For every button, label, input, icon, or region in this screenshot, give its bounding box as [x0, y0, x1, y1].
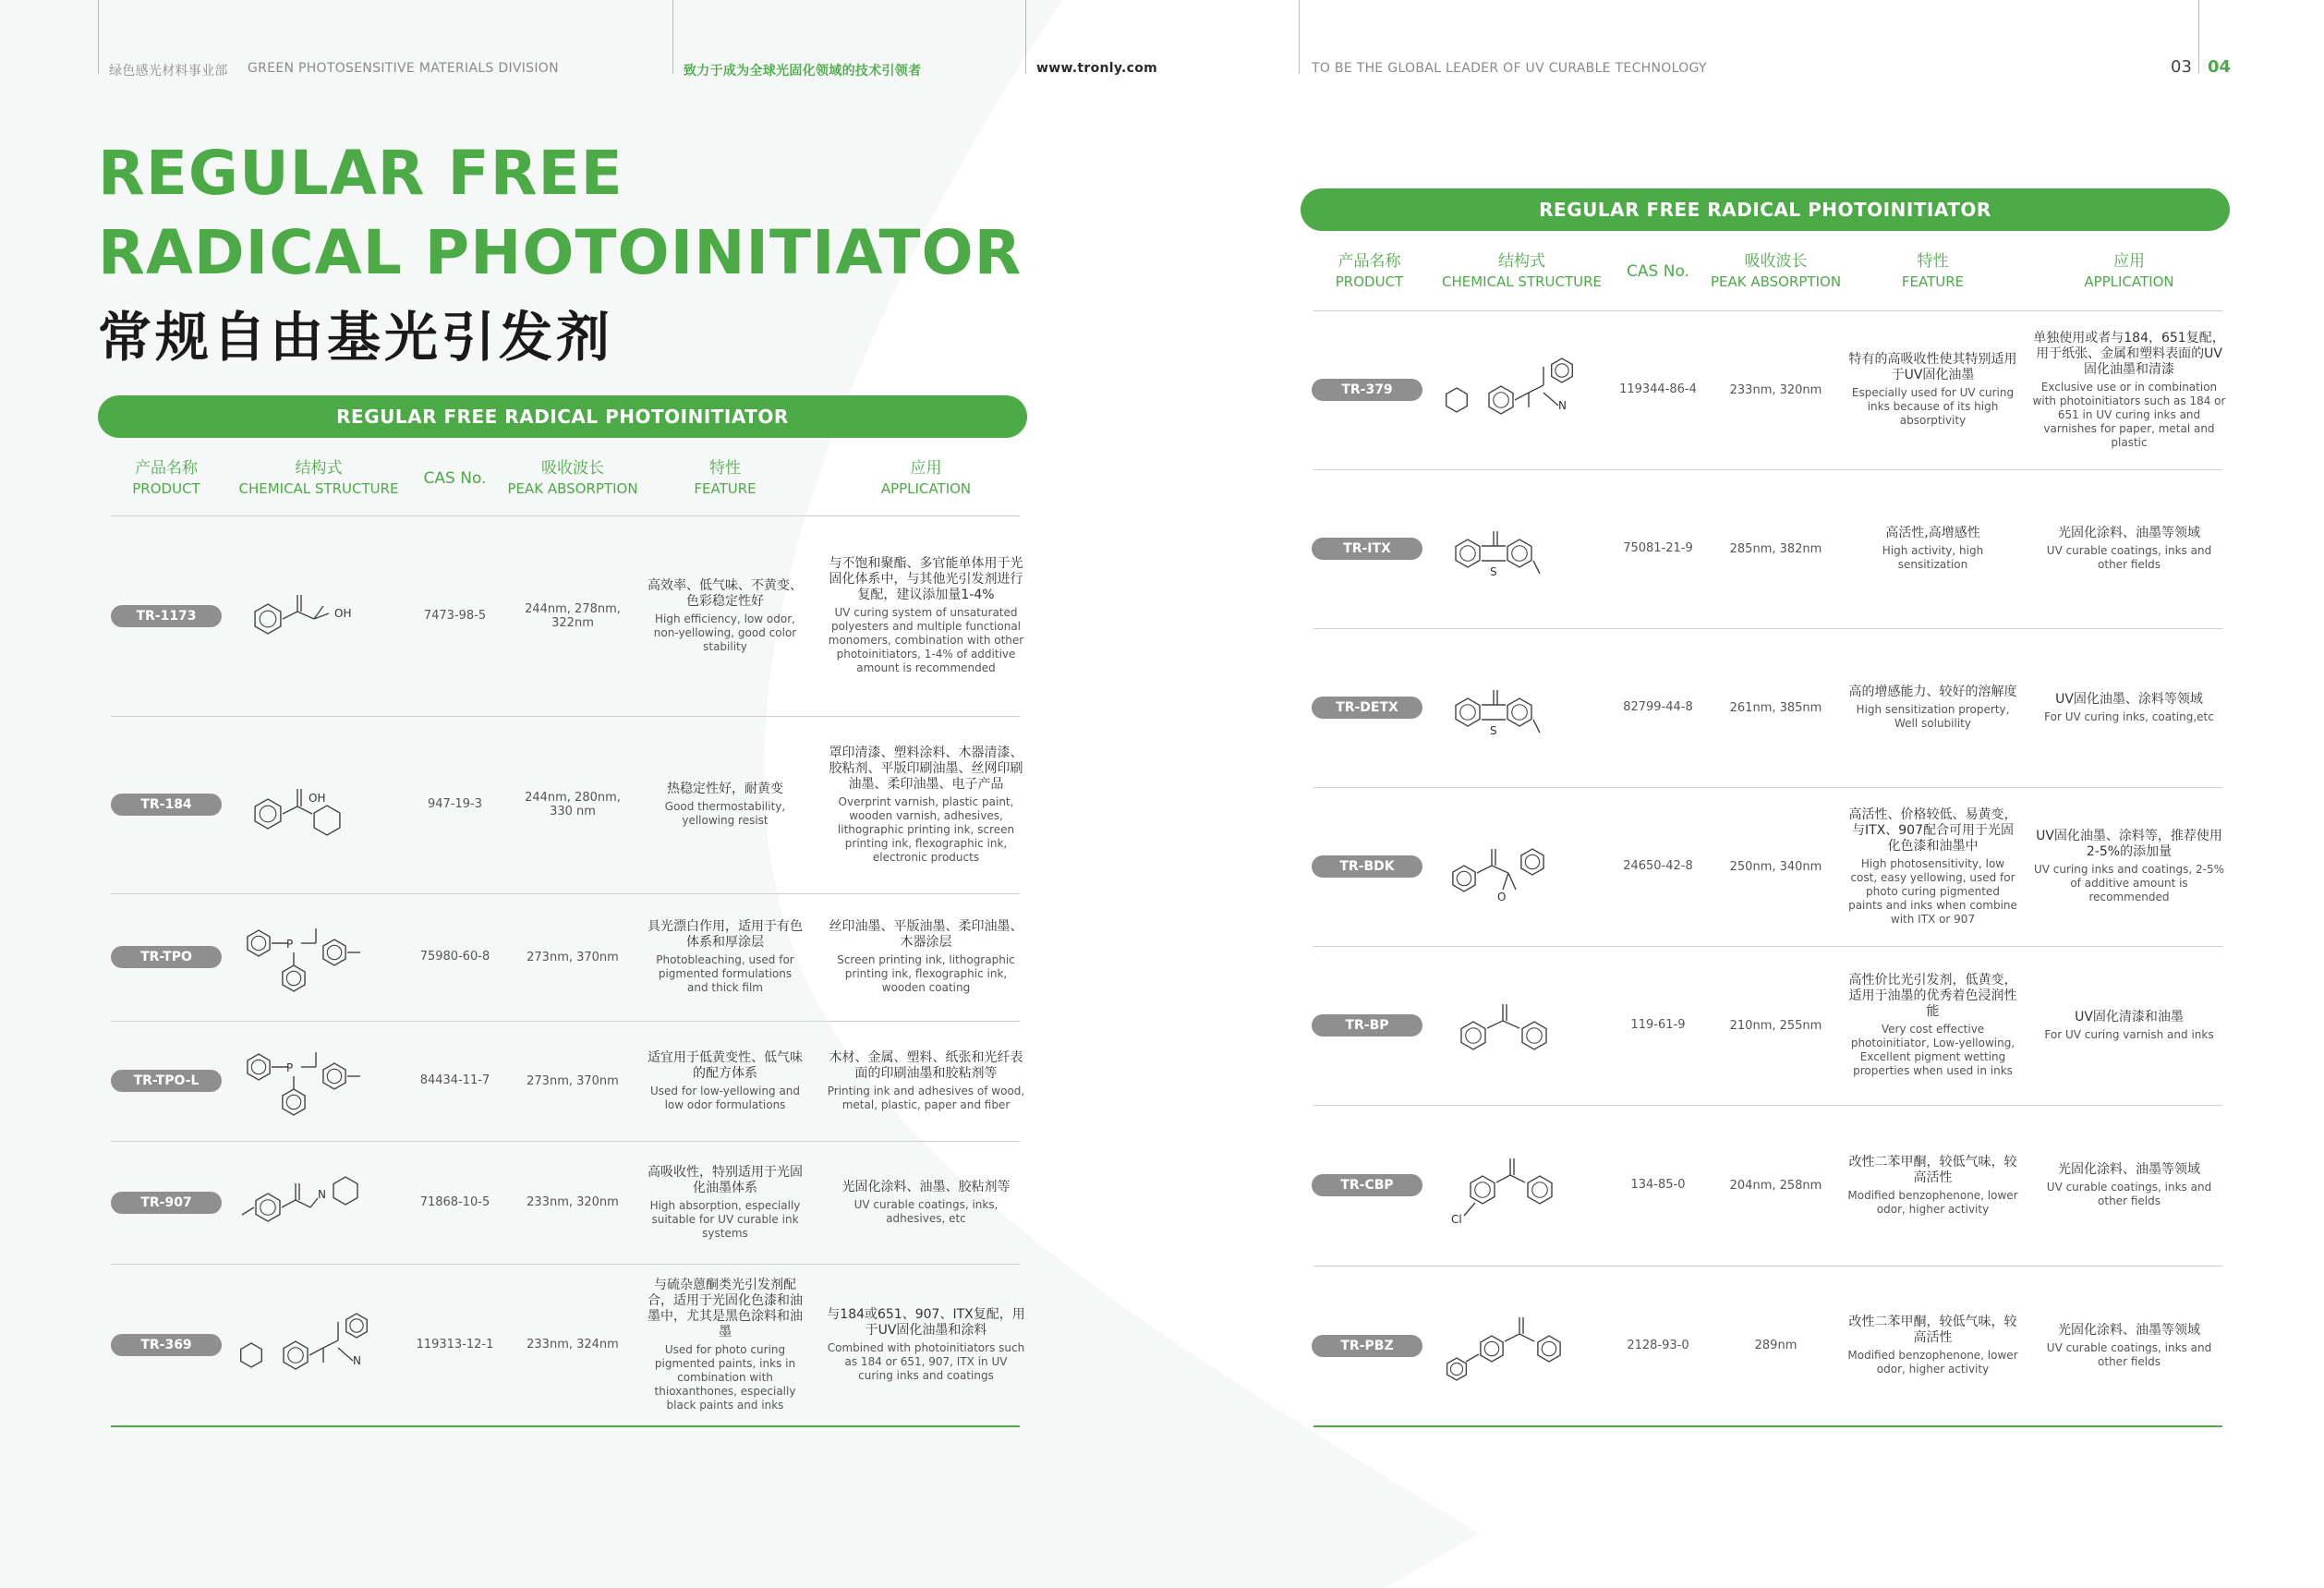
peak-absorption: 289nm	[1754, 1339, 1797, 1352]
peak-absorption: 244nm, 280nm, 330 nm	[525, 791, 621, 818]
col-header-feature	[628, 458, 822, 499]
col-header-en: PEAK ABSORPTION	[507, 480, 638, 497]
application-cell	[827, 746, 1025, 865]
col-header-cn: 特性	[1917, 252, 1949, 271]
slogan-cn: 致力于成为全球光固化领域的技术引领者	[684, 64, 922, 79]
feature-cell	[647, 1165, 804, 1241]
atom-label: P	[286, 938, 294, 951]
application-cn: 木材、金属、塑料、纸张和光纤表面的印刷油墨和胶粘剂等	[829, 1049, 1023, 1081]
col-header-en: APPLICATION	[2084, 273, 2174, 290]
product-badge: TR-ITX	[1312, 538, 1422, 560]
application-en: UV curable coatings, inks, adhesives, etc	[853, 1197, 999, 1225]
row-divider	[111, 716, 1020, 717]
application-en: UV curing system of unsaturated polyesters and multiple functional monomers, combination with other photoinitiators, 1-4% of additive amount is recommended	[828, 606, 1024, 674]
product-badge: TR-907	[111, 1192, 222, 1214]
peak-absorption: 273nm, 370nm	[527, 950, 619, 964]
cas-number: 134-85-0	[1630, 1178, 1686, 1192]
peak-absorption: 250nm, 340nm	[1729, 859, 1822, 874]
feature-cell	[1847, 352, 2018, 428]
application-cell	[827, 556, 1025, 675]
application-cell	[827, 1050, 1025, 1112]
atom-label: S	[1490, 565, 1497, 578]
page-number-right: 04	[2208, 57, 2232, 77]
application-cell	[827, 919, 1025, 995]
slogan-en: TO BE THE GLOBAL LEADER OF UV CURABLE TECHNOLOGY	[1312, 61, 1707, 76]
chemical-structure-drawing	[1436, 825, 1621, 908]
chemical-structure-drawing	[1436, 666, 1621, 749]
application-cell	[2032, 1162, 2226, 1208]
col-header-cn: CAS No.	[1627, 262, 1689, 281]
chemical-structure	[231, 1303, 416, 1387]
chemical-structure	[231, 575, 416, 658]
feature-cell	[647, 1278, 804, 1412]
row-divider	[111, 1141, 1020, 1142]
website-link[interactable]: www.tronly.com	[1036, 61, 1158, 76]
atom-label: P	[286, 1061, 294, 1074]
atom-label: O	[1497, 891, 1507, 903]
feature-en: Especially used for UV curing inks because of its high absorptivity	[1851, 386, 2015, 427]
peak-absorption: 210nm, 255nm	[1729, 1018, 1822, 1033]
feature-cn: 高吸收性，特别适用于光固化油墨体系	[648, 1164, 803, 1195]
chemical-structure	[231, 1039, 416, 1122]
product-badge: TR-PBZ	[1312, 1335, 1422, 1357]
row-divider	[1313, 946, 2222, 947]
col-header-application	[808, 458, 1044, 499]
atom-label: N	[318, 1187, 326, 1201]
feature-cn: 热稳定性好，耐黄变	[667, 782, 783, 796]
row-divider	[1313, 469, 2222, 470]
application-cn: UV固化清漆和油墨	[2075, 1009, 2184, 1024]
cas-number: 2128-93-0	[1627, 1338, 1689, 1352]
col-header-cn: 结构式	[295, 459, 343, 478]
feature-cell	[647, 782, 804, 828]
chemical-structure-drawing	[1436, 348, 1621, 431]
col-header-cn: 吸收波长	[541, 459, 604, 478]
application-cn: 丝印油墨、平版油墨、柔印油墨、木器涂层	[829, 919, 1023, 950]
application-cell	[827, 1180, 1025, 1226]
application-en: UV curable coatings, inks and other fields	[2046, 544, 2212, 571]
cas-number: 119344-86-4	[1619, 382, 1697, 396]
atom-label: S	[1490, 724, 1497, 737]
application-en: UV curing inks and coatings, 2-5% of additive amount is recommended	[2033, 863, 2225, 903]
col-header-en: CHEMICAL STRUCTURE	[1441, 273, 1603, 290]
col-header-cn: 产品名称	[1338, 252, 1401, 271]
feature-cell	[647, 1050, 804, 1112]
col-header-cn: 产品名称	[135, 459, 198, 478]
chemical-structure-drawing	[231, 575, 416, 658]
table-banner-right: REGULAR FREE RADICAL PHOTOINITIATOR	[1301, 188, 2230, 231]
col-header-en: APPLICATION	[880, 480, 972, 497]
peak-absorption: 233nm, 320nm	[527, 1195, 619, 1209]
peak-absorption: 244nm, 278nm, 322nm	[525, 601, 621, 630]
chemical-structure	[1436, 666, 1621, 749]
col-header-cn: CAS No.	[423, 469, 487, 488]
cas-number: 947-19-3	[427, 797, 482, 811]
atom-label: N	[353, 1353, 361, 1367]
chemical-structure	[1436, 825, 1621, 908]
chemical-structure-drawing	[1436, 507, 1621, 590]
row-divider	[1313, 1425, 2222, 1427]
product-badge: TR-BDK	[1312, 855, 1422, 878]
feature-en: High activity, high sensitization	[1882, 544, 1984, 571]
chemical-structure	[231, 915, 416, 999]
product-badge: TR-BP	[1312, 1014, 1422, 1036]
row-divider	[111, 893, 1020, 894]
product-badge: TR-TPO	[111, 946, 222, 968]
product-badge: TR-379	[1312, 379, 1422, 401]
product-badge: TR-369	[111, 1334, 222, 1356]
cas-number: 24650-42-8	[1623, 859, 1693, 873]
header-divider	[1299, 0, 1300, 74]
chemical-structure-drawing	[231, 763, 416, 846]
cas-number: 75081-21-9	[1623, 541, 1693, 555]
application-cell	[2032, 692, 2226, 724]
feature-cn: 高活性、价格较低、易黄变，与ITX、907配合可用于光固化色漆和油墨中	[1848, 806, 2017, 854]
application-en: Combined with photoinitiators such as 184 or 651, 907, ITX in UV curing inks and coatings	[827, 1340, 1025, 1382]
cas-number: 75980-60-8	[419, 950, 490, 964]
col-header-application	[2014, 251, 2245, 292]
col-header-cn: 应用	[2113, 252, 2145, 271]
application-en: Exclusive use or in combination with photoinitiators such as 184 or 651 in UV curing inks and varnishes for paper, metal and plastic	[2032, 380, 2226, 449]
application-cell	[2032, 1010, 2226, 1042]
header-divider	[1025, 0, 1026, 74]
cas-number: 7473-98-5	[423, 608, 487, 623]
col-header-cn: 特性	[709, 459, 741, 478]
feature-en: High absorption, especially suitable for UV curable ink systems	[649, 1198, 801, 1240]
row-divider	[1313, 310, 2222, 311]
application-cell	[2032, 526, 2226, 572]
peak-absorption: 233nm, 320nm	[1729, 382, 1822, 397]
feature-cn: 高的增感能力、较好的溶解度	[1848, 685, 2017, 699]
feature-en: High efficiency, low odor, non-yellowing, good color stability	[653, 612, 797, 653]
col-header-en: FEATURE	[1901, 273, 1965, 290]
row-divider	[111, 515, 1020, 516]
chemical-structure	[1436, 507, 1621, 590]
col-header-en: PRODUCT	[1335, 273, 1404, 290]
peak-absorption: 204nm, 258nm	[1729, 1178, 1822, 1193]
division-label-cn: 绿色感光材料事业部	[109, 64, 228, 79]
chemical-structure-drawing	[1436, 1144, 1621, 1227]
cas-number: 119313-12-1	[416, 1337, 494, 1352]
row-divider	[111, 1425, 1020, 1427]
feature-cell	[647, 919, 804, 995]
row-divider	[1313, 628, 2222, 629]
application-en: UV curable coatings, inks and other fields	[2046, 1340, 2212, 1368]
header-divider	[98, 0, 99, 74]
col-header-en: PEAK ABSORPTION	[1710, 273, 1842, 290]
chemical-structure-drawing	[1436, 1304, 1621, 1388]
feature-cell	[1847, 1315, 2018, 1376]
col-header-en: PRODUCT	[132, 480, 200, 497]
chemical-structure	[231, 763, 416, 846]
cas-number: 84434-11-7	[419, 1073, 490, 1087]
title-line-1: REGULAR FREE	[98, 138, 623, 209]
feature-cell	[1847, 807, 2018, 927]
feature-cell	[1847, 973, 2018, 1078]
cas-number: 71868-10-5	[419, 1194, 490, 1209]
atom-label: OH	[309, 792, 326, 805]
feature-en: High sensitization property, Well solubility	[1856, 703, 2010, 730]
product-badge: TR-DETX	[1312, 697, 1422, 719]
chemical-structure-drawing	[231, 915, 416, 999]
feature-cn: 改性二苯甲酮，较低气味，较高活性	[1848, 1315, 2017, 1345]
feature-cn: 高效率、低气味、不黄变、色彩稳定性好	[648, 577, 803, 609]
application-cn: 单独使用或者与184，651复配，用于纸张、金属和塑料表面的UV固化油墨和清漆	[2033, 330, 2225, 377]
chemical-structure-drawing	[231, 1161, 416, 1244]
feature-cell	[1847, 526, 2018, 572]
page-title-cn: 常规自由基光引发剂	[98, 306, 614, 369]
title-line-2: RADICAL PHOTOINITIATOR	[98, 217, 1023, 288]
application-en: Overprint varnish, plastic paint, wooden varnish, adhesives, lithographic printing ink, screen printing ink, flexographic ink, electronic products	[837, 794, 1015, 864]
col-header-en: CHEMICAL STRUCTURE	[238, 480, 399, 497]
feature-en: Photobleaching, used for pigmented formulations and thick film	[656, 953, 794, 994]
chemical-structure-drawing	[231, 1039, 416, 1122]
chemical-structure-drawing	[231, 1303, 416, 1387]
row-divider	[1313, 787, 2222, 788]
cas-number: 82799-44-8	[1623, 700, 1693, 714]
feature-cell	[1847, 1155, 2018, 1217]
application-cell	[827, 1307, 1025, 1383]
feature-en: Modified benzophenone, lower odor, higher activity	[1847, 1349, 2018, 1376]
application-cn: UV固化油墨、涂料等领域	[2055, 691, 2203, 707]
peak-absorption: 273nm, 370nm	[527, 1073, 619, 1088]
peak-absorption: 261nm, 385nm	[1729, 700, 1822, 715]
application-en: Screen printing ink, lithographic printing ink, flexographic ink, wooden coating	[837, 953, 1015, 994]
chemical-structure	[1436, 984, 1621, 1067]
row-divider	[1313, 1266, 2222, 1267]
product-badge: TR-1173	[111, 605, 222, 627]
feature-cell	[647, 578, 804, 654]
page-number-left: 03	[2171, 57, 2192, 77]
feature-cn: 与硫杂蒽酮类光引发剂配合，适用于光固化色漆和油墨中，尤其是黑色涂料和油墨	[648, 1277, 803, 1339]
row-divider	[111, 1021, 1020, 1022]
application-en: UV curable coatings, inks and other fields	[2046, 1181, 2212, 1207]
division-label-en: GREEN PHOTOSENSITIVE MATERIALS DIVISION	[248, 61, 559, 76]
feature-en: High photosensitivity, low cost, easy yellowing, used for photo curing pigmented paints and inks when combine with ITX or 907	[1848, 856, 2017, 926]
atom-label: OH	[334, 606, 352, 620]
feature-en: Good thermostability, yellowing resist	[664, 800, 786, 827]
application-cn: 光固化涂料、油墨等领域	[2058, 1322, 2200, 1338]
atom-label: N	[1558, 399, 1567, 412]
feature-en: Modified benzophenone, lower odor, higher activity	[1847, 1188, 2018, 1216]
col-header-cn: 应用	[910, 459, 942, 478]
application-cell	[2032, 1323, 2226, 1369]
atom-label: Cl	[1451, 1213, 1462, 1226]
chemical-structure-drawing	[1436, 984, 1621, 1067]
application-cn: 罩印清漆、塑料涂料、木器清漆、胶粘剂、平版印刷油墨、丝网印刷油墨、柔印油墨、电子产品	[829, 745, 1023, 792]
feature-cn: 适宜用于低黄变性、低气味的配方体系	[648, 1049, 803, 1081]
row-divider	[1313, 1105, 2222, 1106]
header-divider	[2198, 0, 2199, 74]
application-cn: 光固化涂料、油墨、胶粘剂等	[841, 1179, 1011, 1194]
application-cell	[2032, 829, 2226, 904]
application-cell	[2032, 331, 2226, 450]
application-cn: 与184或651、907、ITX复配，用于UV固化油墨和涂料	[827, 1306, 1025, 1338]
application-cn: 光固化涂料、油墨等领域	[2058, 1162, 2200, 1177]
page-title	[98, 134, 1022, 293]
col-header-feature	[1829, 251, 2037, 292]
header-divider	[672, 0, 673, 74]
col-header-cn: 吸收波长	[1744, 252, 1808, 271]
chemical-structure	[231, 1161, 416, 1244]
application-cn: 与不饱和聚酯、多官能单体用于光固化体系中，与其他光引发剂进行复配，建议添加量1-4%	[829, 556, 1023, 602]
feature-cell	[1847, 685, 2018, 731]
application-en: Printing ink and adhesives of wood, metal, plastic, paper and fiber	[827, 1084, 1025, 1111]
feature-cn: 高性价比光引发剂，低黄变，适用于油墨的优秀着色浸润性能	[1848, 973, 2017, 1019]
row-divider	[111, 1264, 1020, 1265]
col-header-en: FEATURE	[694, 480, 757, 497]
application-cn: UV固化油墨、涂料等，推荐使用2-5%的添加量	[2036, 829, 2222, 859]
chemical-structure	[1436, 348, 1621, 431]
peak-absorption: 285nm, 382nm	[1729, 541, 1822, 556]
peak-absorption: 233nm, 324nm	[527, 1338, 619, 1352]
feature-cn: 特有的高吸收性使其特别适用于UV固化油墨	[1848, 352, 2017, 382]
product-badge: TR-184	[111, 794, 222, 816]
cas-number: 119-61-9	[1630, 1018, 1686, 1032]
feature-en: Used for photo curing pigmented paints, inks in combination with thioxanthones, especially black paints and inks	[654, 1342, 796, 1412]
table-banner-left: REGULAR FREE RADICAL PHOTOINITIATOR	[98, 395, 1027, 438]
col-header-cn: 结构式	[1498, 252, 1545, 271]
application-cn: 光固化涂料、油墨等领域	[2058, 526, 2200, 540]
application-en: For UV curing varnish and inks	[2044, 1027, 2214, 1041]
feature-cn: 改性二苯甲酮，较低气味，较高活性	[1848, 1154, 2017, 1185]
chemical-structure	[1436, 1144, 1621, 1227]
feature-en: Very cost effective photoinitiator, Low-yellowing, Excellent pigment wetting properties when used in inks	[1850, 1023, 2015, 1077]
application-en: For UV curing inks, coating,etc	[2044, 709, 2214, 723]
chemical-structure	[1436, 1304, 1621, 1388]
feature-cn: 具光漂白作用，适用于有色体系和厚涂层	[648, 919, 803, 950]
feature-cn: 高活性,高增感性	[1885, 526, 1980, 540]
product-badge: TR-CBP	[1312, 1174, 1422, 1196]
product-badge: TR-TPO-L	[111, 1070, 222, 1092]
feature-en: Used for low-yellowing and low odor formulations	[649, 1084, 801, 1111]
